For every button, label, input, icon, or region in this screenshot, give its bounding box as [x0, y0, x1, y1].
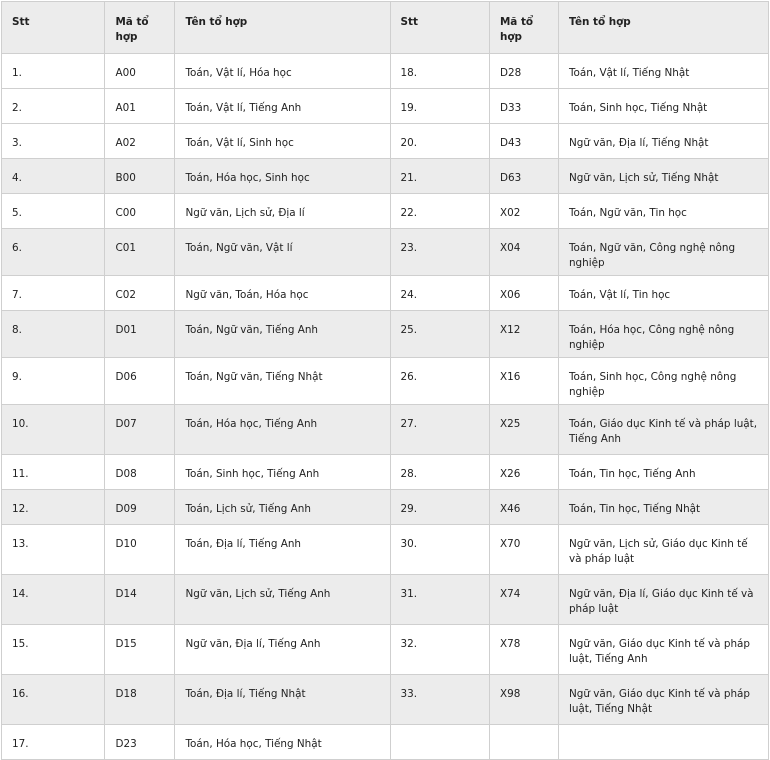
- stt-cell: 17.: [2, 725, 105, 760]
- code-cell: X26: [489, 455, 558, 490]
- stt-cell: 12.: [2, 490, 105, 525]
- code-cell: A01: [105, 89, 175, 124]
- stt-cell: 29.: [390, 490, 489, 525]
- name-cell: Toán, Ngữ văn, Công nghệ nông nghiệp: [558, 229, 768, 276]
- table-row: [2, 725, 769, 760]
- code-cell: X78: [489, 625, 558, 675]
- name-cell: Toán, Giáo dục Kinh tế và pháp luật, Tiếng Anh: [558, 405, 768, 455]
- combination-table: [1, 1, 769, 760]
- name-cell: Ngữ văn, Lịch sử, Địa lí: [175, 194, 390, 229]
- name-cell: Ngữ văn, Địa lí, Tiếng Anh: [175, 625, 390, 675]
- name-cell: Toán, Vật lí, Hóa học: [175, 54, 390, 89]
- code-cell: X16: [489, 358, 558, 405]
- stt-cell: 6.: [2, 229, 105, 276]
- name-cell: Toán, Hóa học, Sinh học: [175, 159, 390, 194]
- code-cell: D18: [105, 675, 175, 725]
- code-cell: X74: [489, 575, 558, 625]
- name-cell: Toán, Lịch sử, Tiếng Anh: [175, 490, 390, 525]
- stt-cell: 10.: [2, 405, 105, 455]
- name-cell: Toán, Địa lí, Tiếng Nhật: [175, 675, 390, 725]
- stt-cell: 2.: [2, 89, 105, 124]
- code-cell: D28: [489, 54, 558, 89]
- code-cell: D14: [105, 575, 175, 625]
- code-cell: D63: [489, 159, 558, 194]
- code-cell: X06: [489, 276, 558, 311]
- code-cell: D23: [105, 725, 175, 760]
- table-row: [2, 311, 769, 358]
- stt-cell: 24.: [390, 276, 489, 311]
- table-row: [2, 358, 769, 405]
- code-cell: X46: [489, 490, 558, 525]
- code-cell: X12: [489, 311, 558, 358]
- code-cell: C02: [105, 276, 175, 311]
- name-cell: Ngữ văn, Giáo dục Kinh tế và pháp luật, Tiếng Nhật: [558, 675, 768, 725]
- name-cell: [558, 725, 768, 760]
- stt-cell: 25.: [390, 311, 489, 358]
- code-cell: D01: [105, 311, 175, 358]
- name-cell: Toán, Địa lí, Tiếng Anh: [175, 525, 390, 575]
- code-cell: D43: [489, 124, 558, 159]
- code-cell: D15: [105, 625, 175, 675]
- stt-cell: 14.: [2, 575, 105, 625]
- table-row: [2, 276, 769, 311]
- code-cell: X02: [489, 194, 558, 229]
- name-cell: Toán, Hóa học, Công nghệ nông nghiệp: [558, 311, 768, 358]
- stt-cell: 13.: [2, 525, 105, 575]
- header-stt-right: Stt: [390, 2, 489, 54]
- header-name-left: Tên tổ hợp: [175, 2, 390, 54]
- table-row: [2, 625, 769, 675]
- code-cell: C00: [105, 194, 175, 229]
- code-cell: D10: [105, 525, 175, 575]
- table-row: [2, 490, 769, 525]
- name-cell: Ngữ văn, Lịch sử, Giáo dục Kinh tế và pháp luật: [558, 525, 768, 575]
- stt-cell: 8.: [2, 311, 105, 358]
- stt-cell: 3.: [2, 124, 105, 159]
- name-cell: Toán, Hóa học, Tiếng Anh: [175, 405, 390, 455]
- name-cell: Toán, Tin học, Tiếng Nhật: [558, 490, 768, 525]
- table-row: [2, 194, 769, 229]
- code-cell: D33: [489, 89, 558, 124]
- stt-cell: 32.: [390, 625, 489, 675]
- table-row: [2, 675, 769, 725]
- stt-cell: 18.: [390, 54, 489, 89]
- code-cell: [489, 725, 558, 760]
- stt-cell: 4.: [2, 159, 105, 194]
- stt-cell: 9.: [2, 358, 105, 405]
- name-cell: Toán, Hóa học, Tiếng Nhật: [175, 725, 390, 760]
- name-cell: Toán, Ngữ văn, Tiếng Nhật: [175, 358, 390, 405]
- header-stt-left: Stt: [2, 2, 105, 54]
- name-cell: Toán, Ngữ văn, Vật lí: [175, 229, 390, 276]
- name-cell: Toán, Vật lí, Tin học: [558, 276, 768, 311]
- code-cell: A02: [105, 124, 175, 159]
- stt-cell: 23.: [390, 229, 489, 276]
- table-row: [2, 405, 769, 455]
- name-cell: Toán, Sinh học, Công nghệ nông nghiệp: [558, 358, 768, 405]
- code-cell: X04: [489, 229, 558, 276]
- code-cell: C01: [105, 229, 175, 276]
- stt-cell: 15.: [2, 625, 105, 675]
- name-cell: Ngữ văn, Lịch sử, Tiếng Anh: [175, 575, 390, 625]
- code-cell: D08: [105, 455, 175, 490]
- stt-cell: 20.: [390, 124, 489, 159]
- code-cell: X25: [489, 405, 558, 455]
- table-row: [2, 229, 769, 276]
- stt-cell: 33.: [390, 675, 489, 725]
- name-cell: Ngữ văn, Địa lí, Giáo dục Kinh tế và pháp luật: [558, 575, 768, 625]
- stt-cell: 30.: [390, 525, 489, 575]
- stt-cell: 27.: [390, 405, 489, 455]
- code-cell: A00: [105, 54, 175, 89]
- stt-cell: 31.: [390, 575, 489, 625]
- name-cell: Toán, Vật lí, Tiếng Anh: [175, 89, 390, 124]
- code-cell: D09: [105, 490, 175, 525]
- header-name-right: Tên tổ hợp: [558, 2, 768, 54]
- code-cell: X70: [489, 525, 558, 575]
- table-row: [2, 455, 769, 490]
- code-cell: B00: [105, 159, 175, 194]
- code-cell: D07: [105, 405, 175, 455]
- header-code-right: Mã tổ hợp: [489, 2, 558, 54]
- table-row: [2, 89, 769, 124]
- header-code-left: Mã tổ hợp: [105, 2, 175, 54]
- name-cell: Ngữ văn, Địa lí, Tiếng Nhật: [558, 124, 768, 159]
- table-row: [2, 575, 769, 625]
- stt-cell: 5.: [2, 194, 105, 229]
- table-row: [2, 159, 769, 194]
- name-cell: Ngữ văn, Lịch sử, Tiếng Nhật: [558, 159, 768, 194]
- name-cell: Toán, Vật lí, Sinh học: [175, 124, 390, 159]
- name-cell: Toán, Sinh học, Tiếng Nhật: [558, 89, 768, 124]
- table-row: [2, 54, 769, 89]
- stt-cell: 28.: [390, 455, 489, 490]
- stt-cell: 16.: [2, 675, 105, 725]
- name-cell: Toán, Tin học, Tiếng Anh: [558, 455, 768, 490]
- name-cell: Toán, Ngữ văn, Tiếng Anh: [175, 311, 390, 358]
- table-header-row: [2, 2, 769, 54]
- table-row: [2, 124, 769, 159]
- stt-cell: [390, 725, 489, 760]
- stt-cell: 7.: [2, 276, 105, 311]
- stt-cell: 11.: [2, 455, 105, 490]
- stt-cell: 1.: [2, 54, 105, 89]
- stt-cell: 26.: [390, 358, 489, 405]
- table-row: [2, 525, 769, 575]
- stt-cell: 22.: [390, 194, 489, 229]
- name-cell: Ngữ văn, Toán, Hóa học: [175, 276, 390, 311]
- name-cell: Toán, Sinh học, Tiếng Anh: [175, 455, 390, 490]
- name-cell: Ngữ văn, Giáo dục Kinh tế và pháp luật, Tiếng Anh: [558, 625, 768, 675]
- name-cell: Toán, Vật lí, Tiếng Nhật: [558, 54, 768, 89]
- name-cell: Toán, Ngữ văn, Tin học: [558, 194, 768, 229]
- code-cell: D06: [105, 358, 175, 405]
- stt-cell: 19.: [390, 89, 489, 124]
- code-cell: X98: [489, 675, 558, 725]
- stt-cell: 21.: [390, 159, 489, 194]
